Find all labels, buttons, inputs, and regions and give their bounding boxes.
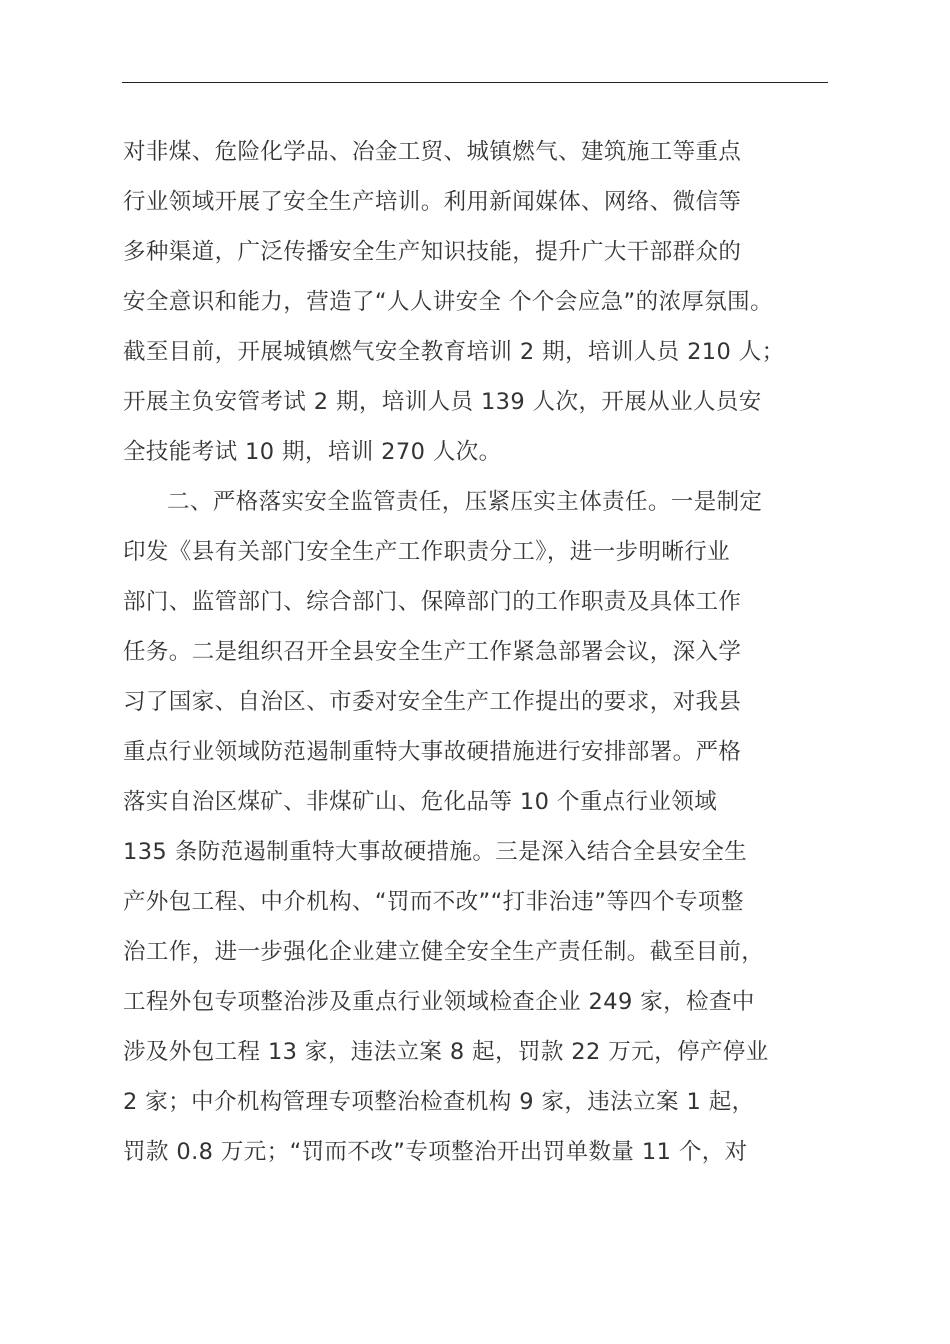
text-line: 截至目前，开展城镇燃气安全教育培训 2 期，培训人员 210 人； — [123, 339, 785, 365]
text-line: 多种渠道，广泛传播安全生产知识技能，提升广大干部群众的 — [123, 239, 742, 265]
text-line: 全技能考试 10 期，培训 270 人次。 — [123, 439, 502, 465]
text-line: 习了国家、自治区、市委对安全生产工作提出的要求，对我县 — [123, 689, 742, 715]
text-line: 涉及外包工程 13 家，违法立案 8 起，罚款 22 万元，停产停业 — [123, 1039, 769, 1065]
body-text — [123, 127, 843, 1177]
text-line: 2 家；中介机构管理专项整治检查机构 9 家，违法立案 1 起， — [123, 1089, 755, 1115]
text-line: 印发《县有关部门安全生产工作职责分工》，进一步明晰行业 — [123, 539, 731, 565]
text-line: 任务。二是组织召开全县安全生产工作紧急部署会议，深入学 — [123, 639, 742, 665]
text-line: 落实自治区煤矿、非煤矿山、危化品等 10 个重点行业领域 — [123, 789, 718, 815]
text-line: 工程外包专项整治涉及重点行业领域检查企业 249 家，检查中 — [123, 989, 755, 1015]
text-line: 产外包工程、中介机构、“罚而不改”“打非治违”等四个专项整 — [123, 889, 744, 915]
text-line: 重点行业领域防范遏制重特大事故硬措施进行安排部署。严格 — [123, 739, 742, 765]
header-rule — [122, 82, 828, 83]
text-line: 部门、监管部门、综合部门、保障部门的工作职责及具体工作 — [123, 589, 742, 615]
text-line: 对非煤、危险化学品、冶金工贸、城镇燃气、建筑施工等重点 — [123, 139, 742, 165]
text-line: 开展主负安管考试 2 期，培训人员 139 人次，开展从业人员安 — [123, 389, 762, 415]
text-line: 安全意识和能力，营造了“人人讲安全 个个会应急”的浓厚氛围。 — [123, 289, 773, 315]
text-line: 罚款 0.8 万元；“罚而不改”专项整治开出罚单数量 11 个，对 — [123, 1139, 748, 1165]
text-line: 行业领域开展了安全生产培训。利用新闻媒体、网络、微信等 — [123, 189, 742, 215]
section-heading-line: 二、严格落实安全监管责任，压紧压实主体责任。一是制定 — [167, 489, 763, 515]
text-line: 135 条防范遏制重特大事故硬措施。三是深入结合全县安全生 — [123, 839, 748, 865]
text-line: 治工作，进一步强化企业建立健全安全生产责任制。截至目前， — [123, 939, 765, 965]
